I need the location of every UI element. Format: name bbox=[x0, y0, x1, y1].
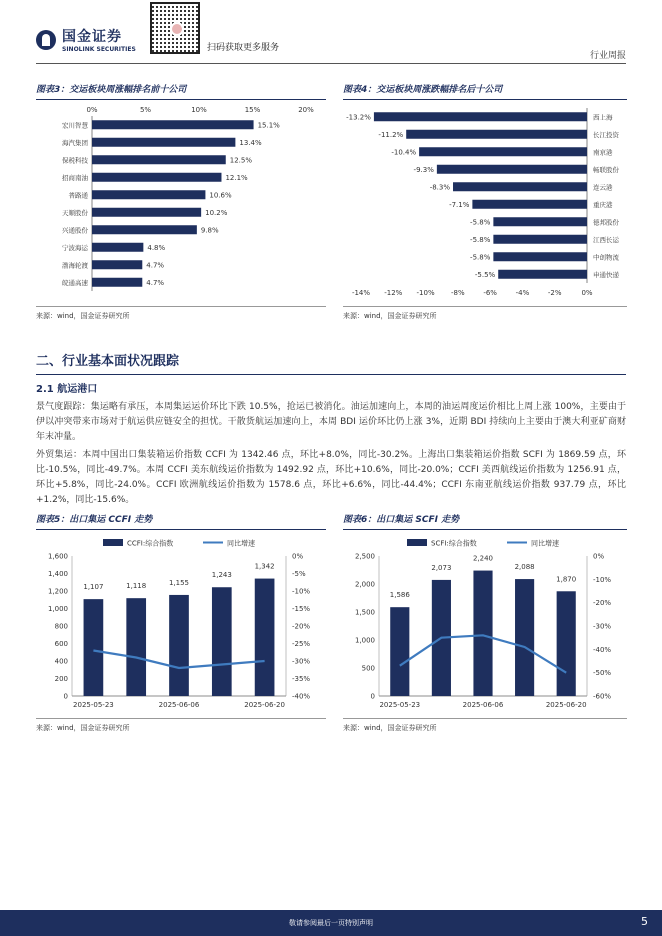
bar bbox=[472, 200, 587, 209]
category-label: 重庆港 bbox=[593, 200, 613, 209]
x-tick-label: 2025-05-23 bbox=[73, 701, 114, 709]
y-tick-label: 200 bbox=[54, 675, 68, 683]
bar bbox=[406, 130, 587, 139]
category-label: 兴通股份 bbox=[62, 226, 88, 235]
data-label: 15.1% bbox=[257, 121, 280, 130]
x-tick-label: 2025-06-06 bbox=[462, 701, 504, 709]
category-label: 保税科技 bbox=[62, 156, 88, 165]
data-label: 12.1% bbox=[225, 173, 248, 182]
legend-label-line: 同比增速 bbox=[531, 539, 559, 548]
header-divider bbox=[36, 63, 626, 64]
data-label: 4.7% bbox=[146, 261, 165, 270]
x-tick-label: 2025-05-23 bbox=[379, 701, 421, 709]
bar bbox=[92, 208, 201, 217]
bar bbox=[84, 599, 104, 696]
y2-tick-label: -10% bbox=[292, 587, 311, 596]
fig5-chart bbox=[36, 532, 326, 712]
bar bbox=[493, 252, 587, 261]
y-tick-label: 2,000 bbox=[354, 580, 375, 589]
data-label: -7.1% bbox=[449, 200, 470, 209]
bar bbox=[419, 147, 587, 156]
fig6-chart bbox=[343, 532, 627, 712]
legend-label-bar: SCFI:综合指数 bbox=[431, 539, 477, 548]
bar bbox=[212, 587, 232, 696]
y-tick-label: 1,500 bbox=[354, 608, 375, 617]
bar bbox=[453, 182, 587, 191]
data-label: -10.4% bbox=[391, 148, 417, 157]
data-label: -8.3% bbox=[429, 183, 451, 192]
y-tick-label: 1,000 bbox=[47, 605, 68, 613]
brand-name-cn: 国金证券 bbox=[62, 29, 122, 45]
data-label: 10.2% bbox=[205, 208, 228, 217]
x-tick-label: -6% bbox=[483, 289, 497, 297]
x-tick-label: 5% bbox=[139, 106, 152, 114]
data-label: 1,107 bbox=[83, 583, 104, 592]
y-tick-label: 0 bbox=[63, 692, 68, 701]
data-label: 1,118 bbox=[126, 582, 147, 591]
legend-swatch-bar bbox=[407, 539, 427, 546]
y-tick-label: 600 bbox=[54, 640, 68, 648]
legend-label-line: 同比增速 bbox=[227, 539, 255, 548]
data-label: 1,870 bbox=[556, 575, 577, 584]
data-label: 13.4% bbox=[239, 138, 262, 147]
category-label: 渤海轮渡 bbox=[62, 261, 88, 270]
fig6-source: 来源：wind，国金证券研究所 bbox=[343, 718, 627, 733]
paragraph-sentiment: 景气度跟踪：集运略有承压，本周集运运价环比下跌 10.5%，抢运已被消化。油运加速向上，本周的油运周度运价相比上周上涨 100%，主要由于伊以冲突带来市场对于航运供应链安全的担忧。干散货航运加速向上，本周 BDI 运价环比仍上涨 3%，近期 BDI 持续向上主要由于澳大利亚矿商财年末冲量。 bbox=[36, 402, 626, 442]
bar bbox=[557, 591, 576, 696]
y2-tick-label: -30% bbox=[292, 657, 311, 666]
x-tick-label: 0% bbox=[86, 106, 98, 114]
data-label: 2,073 bbox=[431, 563, 452, 572]
data-label: -5.8% bbox=[470, 218, 491, 227]
category-label: 连云港 bbox=[593, 183, 613, 192]
category-label: 西上海 bbox=[593, 113, 613, 122]
bar bbox=[92, 278, 142, 287]
category-label: 中创物流 bbox=[593, 253, 619, 262]
y2-tick-label: -25% bbox=[292, 640, 311, 648]
y-tick-label: 1,000 bbox=[354, 636, 375, 645]
bar bbox=[473, 571, 492, 696]
category-label: 江西长运 bbox=[593, 235, 619, 244]
fig3-title: 图表3：交运板块周涨幅排名前十公司 bbox=[36, 82, 326, 100]
y-tick-label: 1,600 bbox=[47, 552, 68, 561]
fig6-title: 图表6：出口集运 SCFI 走势 bbox=[343, 512, 627, 530]
qr-caption: 扫码获取更多服务 bbox=[207, 43, 280, 53]
bar bbox=[92, 173, 221, 182]
bar bbox=[92, 190, 205, 199]
y2-tick-label: -40% bbox=[593, 645, 612, 654]
x-tick-label: 0% bbox=[581, 289, 593, 297]
y-tick-label: 800 bbox=[54, 622, 68, 631]
y2-tick-label: -50% bbox=[593, 669, 612, 678]
x-tick-label: 20% bbox=[298, 106, 314, 114]
bar bbox=[493, 235, 587, 244]
category-label: 皖通高速 bbox=[62, 278, 88, 287]
y-tick-label: 1,400 bbox=[47, 570, 68, 578]
category-label: 长江投资 bbox=[593, 130, 619, 139]
page-footer bbox=[0, 910, 662, 936]
fig3-chart bbox=[36, 100, 326, 300]
category-label: 天顺股份 bbox=[62, 208, 88, 217]
x-tick-label: -14% bbox=[351, 289, 371, 297]
bar bbox=[515, 579, 534, 696]
legend-label-bar: CCFI:综合指数 bbox=[127, 539, 174, 548]
page-number: 5 bbox=[641, 915, 648, 928]
fig5-source: 来源：wind，国金证券研究所 bbox=[36, 718, 326, 733]
fig5-title: 图表5：出口集运 CCFI 走势 bbox=[36, 512, 326, 530]
x-tick-label: -12% bbox=[384, 289, 403, 297]
category-label: 申通快递 bbox=[593, 270, 619, 279]
brand-name-en: SINOLINK SECURITIES bbox=[62, 46, 136, 53]
y-tick-label: 0 bbox=[370, 692, 375, 701]
y2-tick-label: -40% bbox=[292, 692, 311, 701]
data-label: 4.8% bbox=[147, 243, 166, 252]
data-label: 4.7% bbox=[146, 278, 165, 287]
data-label: 1,586 bbox=[389, 591, 410, 600]
data-label: -9.3% bbox=[413, 165, 434, 174]
data-label: -13.2% bbox=[346, 113, 371, 122]
data-label: -11.2% bbox=[378, 130, 404, 139]
bar bbox=[92, 260, 142, 269]
bar bbox=[92, 155, 226, 164]
bar bbox=[92, 225, 197, 234]
x-tick-label: -4% bbox=[515, 289, 530, 297]
x-tick-label: -8% bbox=[451, 289, 465, 297]
fig4-chart bbox=[343, 100, 627, 300]
data-label: -5.5% bbox=[474, 270, 496, 279]
data-label: 2,088 bbox=[514, 563, 535, 572]
bar bbox=[374, 112, 587, 121]
data-label: 12.5% bbox=[229, 156, 252, 165]
data-label: -5.8% bbox=[470, 235, 491, 244]
x-tick-label: -2% bbox=[547, 289, 562, 297]
paragraph-container-shipping: 外贸集运：本周中国出口集装箱运价指数 CCFI 为 1342.46 点，环比+8.0%，同比-30.2%。上海出口集装箱运价指数 SCFI 为 1869.59 点，环比-10.5%，同比-49.7%。本周 CCFI 美东航线运价指数为 1492.92 点，环比+10.6%，同比-20.0%；CCFI 美西航线运价指数为 1256.91 点，环比+5.8%，同比-24.0%。CCFI 欧洲航线运价指数为 1578.6 点，环比+6.6%，同比-44.4%；CCFI 东南亚航线运价指数 937.79 点，环比+1.2%，同比-15.6%。 bbox=[36, 450, 626, 505]
section-title: 二、行业基本面状况跟踪 bbox=[36, 350, 626, 375]
data-label: 1,342 bbox=[254, 562, 275, 571]
bar bbox=[493, 217, 587, 226]
category-label: 宁波海运 bbox=[62, 243, 88, 252]
fig4-source: 来源：wind，国金证券研究所 bbox=[343, 306, 627, 321]
bar bbox=[92, 120, 254, 129]
y2-tick-label: 0% bbox=[292, 552, 304, 561]
data-label: 10.6% bbox=[209, 191, 232, 200]
data-label: 1,155 bbox=[168, 578, 190, 587]
category-label: 招商南油 bbox=[62, 173, 88, 182]
y-tick-label: 500 bbox=[361, 664, 375, 673]
data-label: 9.8% bbox=[200, 226, 219, 235]
data-label: -5.8% bbox=[470, 253, 491, 262]
x-tick-label: 15% bbox=[244, 106, 261, 114]
bar bbox=[437, 165, 587, 174]
y2-tick-label: -30% bbox=[593, 622, 612, 631]
y-tick-label: 2,500 bbox=[354, 552, 375, 561]
bar bbox=[92, 138, 235, 147]
fig3-source: 来源：wind，国金证券研究所 bbox=[36, 306, 326, 321]
footer-disclaimer: 敬请参阅最后一页特别声明 bbox=[289, 919, 373, 927]
category-label: 海汽集团 bbox=[62, 138, 88, 147]
y2-tick-label: -10% bbox=[593, 575, 612, 584]
y2-tick-label: -35% bbox=[292, 675, 311, 683]
bar bbox=[390, 607, 409, 696]
x-tick-label: 2025-06-06 bbox=[158, 701, 200, 709]
x-tick-label: 2025-06-20 bbox=[244, 701, 285, 709]
brand-logo bbox=[36, 26, 136, 53]
category-label: 普路通 bbox=[68, 191, 88, 200]
y2-tick-label: -60% bbox=[593, 692, 612, 701]
category-label: 南京港 bbox=[593, 148, 613, 157]
bar bbox=[169, 595, 189, 696]
legend-swatch-bar bbox=[103, 539, 123, 546]
bar bbox=[498, 270, 587, 279]
report-type: 行业周报 bbox=[589, 51, 626, 61]
y2-tick-label: -20% bbox=[292, 622, 311, 631]
x-tick-label: 2025-06-20 bbox=[545, 701, 587, 709]
bar bbox=[255, 579, 275, 696]
y2-tick-label: -20% bbox=[593, 599, 612, 608]
y2-tick-label: -5% bbox=[292, 570, 306, 578]
bar bbox=[92, 243, 143, 252]
subsection-title: 2.1 航运港口 bbox=[36, 384, 98, 395]
category-label: 宏川智慧 bbox=[62, 121, 88, 130]
fig4-title: 图表4：交运板块周涨跌幅排名后十公司 bbox=[343, 82, 627, 100]
y-tick-label: 400 bbox=[54, 657, 68, 666]
data-label: 1,243 bbox=[211, 571, 232, 580]
page-header bbox=[0, 0, 662, 66]
y2-tick-label: -15% bbox=[292, 605, 311, 613]
category-label: 德邦股份 bbox=[593, 218, 619, 227]
category-label: 畅联股份 bbox=[593, 165, 619, 174]
bar bbox=[126, 598, 146, 696]
x-tick-label: 10% bbox=[191, 106, 207, 114]
y-tick-label: 1,200 bbox=[47, 587, 68, 596]
data-label: 2,240 bbox=[472, 554, 494, 563]
brand-logo-icon bbox=[36, 30, 56, 50]
x-tick-label: -10% bbox=[416, 289, 435, 297]
qr-code-icon bbox=[150, 2, 200, 54]
y2-tick-label: 0% bbox=[593, 552, 605, 561]
